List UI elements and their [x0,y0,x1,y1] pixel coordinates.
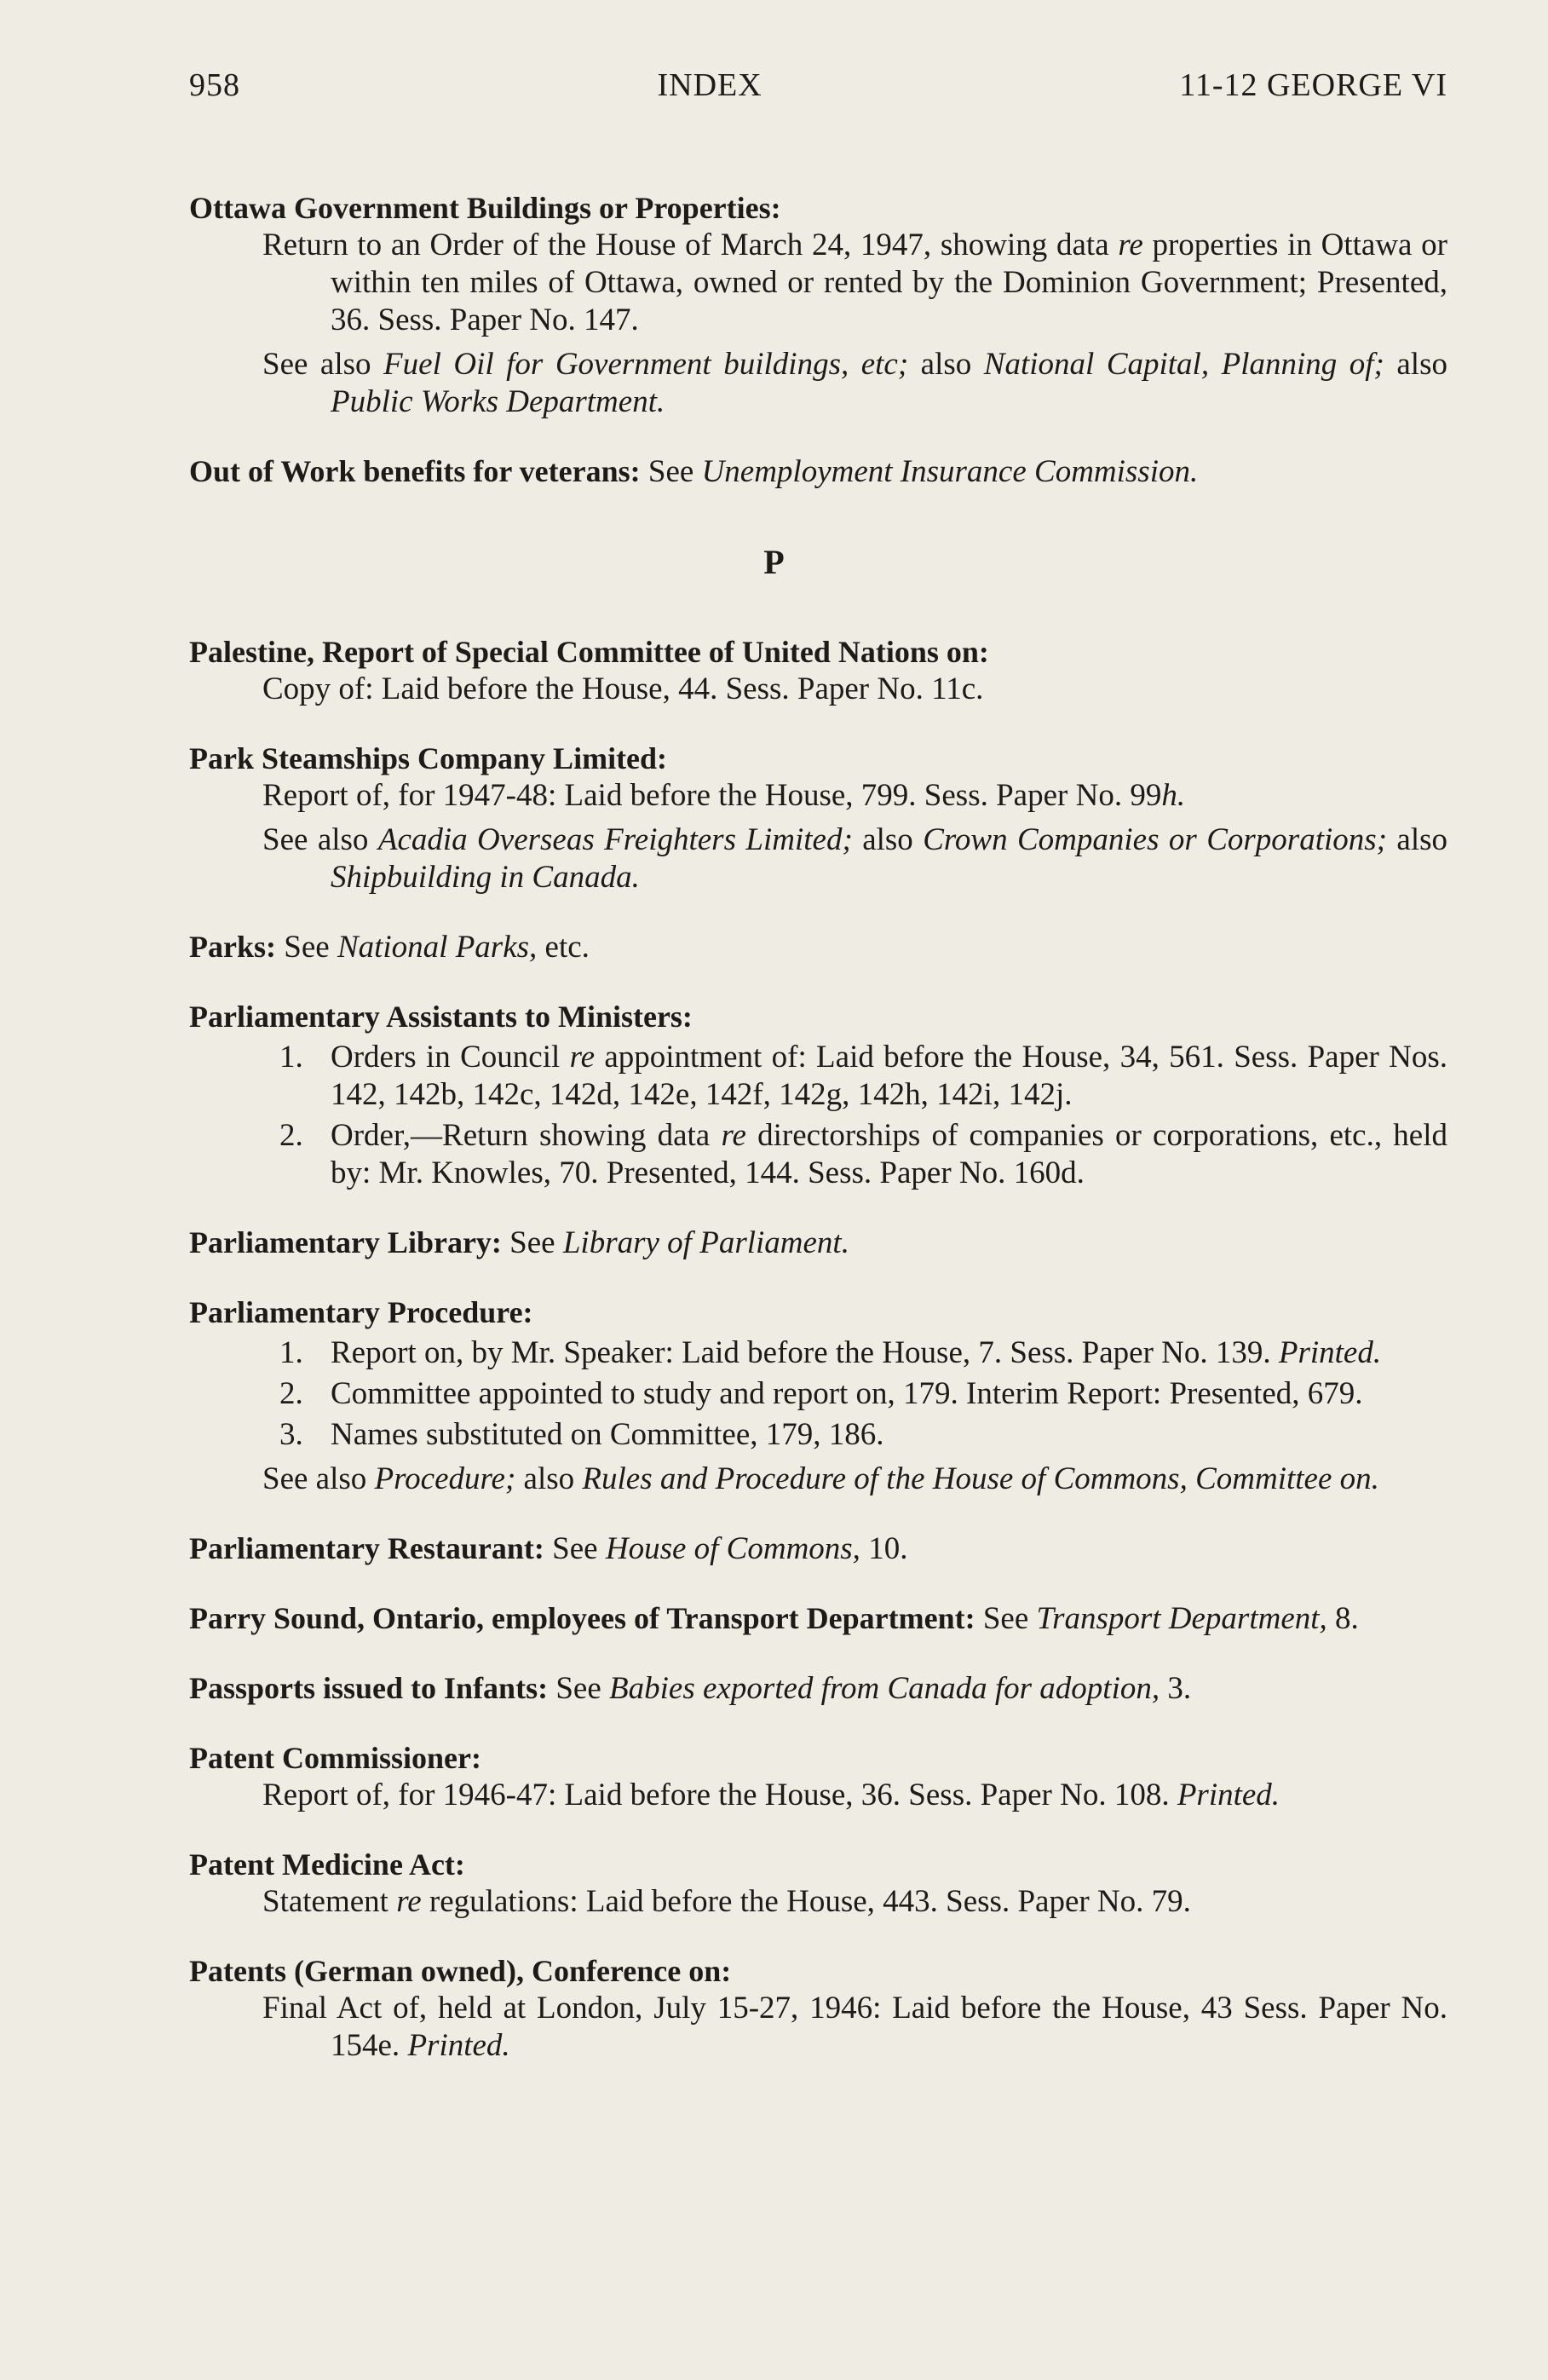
index-entry-ottawa-buildings [189,189,1447,421]
see-reference: Library of Parliament. [562,1225,849,1260]
running-head-reign: 11-12 GEORGE VI [1179,67,1447,103]
entry-body: Report of, for 1947-48: Laid before the House, 799. Sess. Paper No. 99h. [262,778,1186,813]
list-item: 2. Order,—Return showing data re directorships of companies or corporations, etc., held by: Mr. Knowles, 70. Presented, 144. Sess. Paper No. 160d. [279,1118,1448,1190]
entry-heading: Patents (German owned), Conference on: [189,1954,732,1988]
running-head-title: INDEX [657,67,762,103]
index-entry-passports: Passports issued to Infants: See Babies exported from Canada for adoption, 3. [189,1671,1192,1706]
see-reference: Babies exported from Canada for adoption, [609,1671,1160,1706]
index-entry-parliamentary-procedure [189,1294,1447,1498]
see-reference: House of Commons, [605,1531,860,1566]
index-entry-parliamentary-assistants [189,998,1447,1192]
see-reference: Transport Department, [1036,1601,1327,1636]
entry-heading: Palestine, Report of Special Committee of United Nations on: [189,635,989,669]
list-item: 2. Committee appointed to study and report on, 179. Interim Report: Presented, 679. [279,1376,1363,1411]
entry-body: Report of, for 1946-47: Laid before the House, 36. Sess. Paper No. 108. Printed. [262,1778,1280,1812]
index-entry-patents-german [189,1952,1447,2065]
entry-heading: Parry Sound, Ontario, employees of Transport Department: [189,1601,975,1635]
see-reference: National Parks, [337,930,538,965]
entry-heading: Passports issued to Infants: [189,1671,549,1705]
index-entry-out-of-work: Out of Work benefits for veterans: See Unemployment Insurance Commission. [189,454,1199,489]
entry-heading: Ottawa Government Buildings or Properties: [189,191,781,225]
entry-heading: Parks: [189,930,276,964]
entry-body: Final Act of, held at London, July 15-27, 1946: Laid before the House, 43 Sess. Paper No. 154e. Printed. [262,1991,1447,2063]
list-item: 3. Names substituted on Committee, 179, 186. [279,1417,884,1452]
section-letter: P [763,543,785,581]
see-reference: Unemployment Insurance Commission. [701,454,1199,489]
entry-heading: Parliamentary Procedure: [189,1295,533,1329]
entry-body: Statement re regulations: Laid before the House, 443. Sess. Paper No. 79. [262,1884,1191,1919]
index-entry-parliamentary-library: Parliamentary Library: See Library of Parliament. [189,1225,849,1260]
entry-body: Return to an Order of the House of March 24, 1947, showing data re properties in Ottawa or within ten miles of Ottawa, owned or rented by the Dominion Government; Presented, 36. Sess. Paper No. 147. [262,228,1447,337]
entry-heading: Patent Medicine Act: [189,1847,465,1882]
entry-heading: Patent Commissioner: [189,1741,481,1775]
see-also-reference: See also Fuel Oil for Government buildings, etc; also National Capital, Planning of; also Public Works Department. [262,347,1447,419]
entry-heading: Out of Work benefits for veterans: [189,454,641,488]
entry-heading: Parliamentary Library: [189,1225,502,1259]
index-entry-patent-commissioner [189,1739,1447,1814]
index-entry-parks: Parks: See National Parks, etc. [189,930,590,965]
entry-heading: Parliamentary Restaurant: [189,1531,544,1565]
page-number: 958 [189,67,240,103]
list-item: 1. Orders in Council re appointment of: Laid before the House, 34, 561. Sess. Paper Nos. 142, 142b, 142c, 142d, 142e, 142f, 142g, 142h, 142i, 142j. [279,1040,1448,1112]
entry-heading: Parliamentary Assistants to Ministers: [189,1000,693,1034]
list-item: 1. Report on, by Mr. Speaker: Laid before the House, 7. Sess. Paper No. 139. Printed. [279,1335,1382,1370]
index-entry-palestine [189,633,1447,708]
see-also-reference: See also Procedure; also Rules and Procedure of the House of Commons, Committee on. [262,1461,1379,1496]
entry-body: Copy of: Laid before the House, 44. Sess. Paper No. 11c. [262,671,984,706]
running-head [189,66,1447,104]
entry-heading: Park Steamships Company Limited: [189,741,668,775]
index-entry-park-steamships [189,740,1447,896]
see-also-reference: See also Acadia Overseas Freighters Limited; also Crown Companies or Corporations; also Shipbuilding in Canada. [262,822,1447,895]
index-entry-patent-medicine [189,1846,1447,1921]
index-entry-parry-sound: Parry Sound, Ontario, employees of Transport Department: See Transport Department, 8. [189,1601,1359,1636]
index-entry-parliamentary-restaurant: Parliamentary Restaurant: See House of Commons, 10. [189,1531,908,1566]
